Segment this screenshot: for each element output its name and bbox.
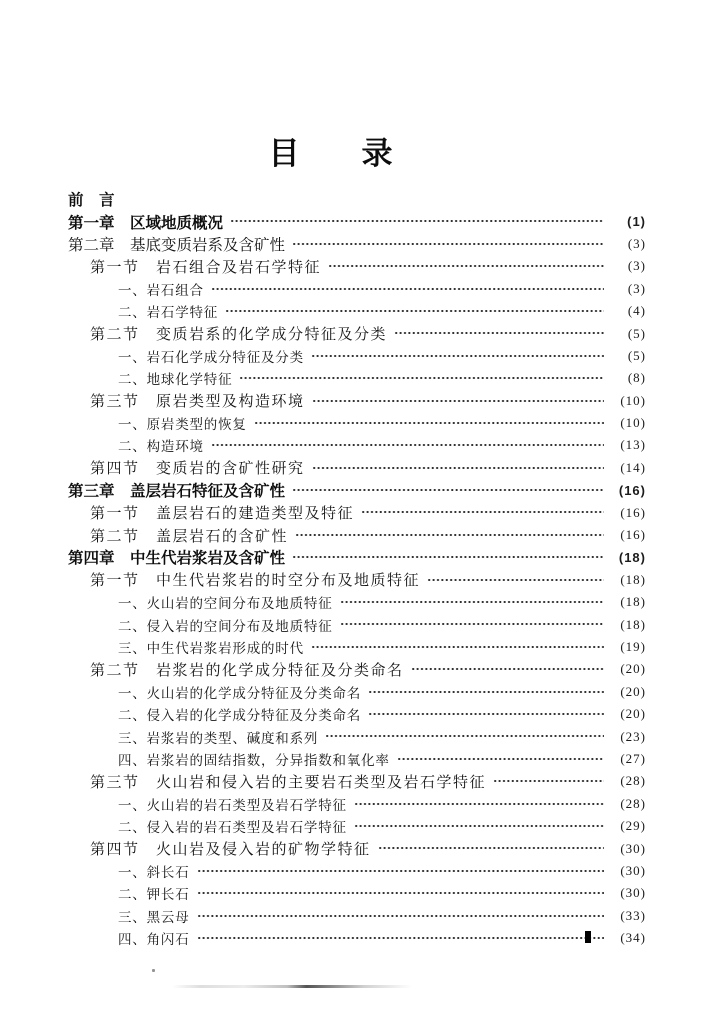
toc-entry-label: 第一节 岩石组合及岩石学特征 (90, 259, 322, 276)
toc-entry (68, 210, 646, 232)
toc-entry-label: 第二节 变质岩系的化学成分特征及分类 (90, 327, 388, 344)
toc-entry (68, 412, 646, 434)
dot-leader (340, 591, 605, 613)
dot-leader (311, 345, 604, 367)
toc-entry-page: (20) (620, 683, 646, 699)
toc-entry-label: 二、侵入岩的化学成分特征及分类命名 (118, 708, 362, 724)
toc-entry (68, 278, 646, 300)
toc-entry (68, 546, 646, 568)
toc-entry (68, 927, 646, 949)
dot-leader (312, 457, 604, 479)
dot-leader (354, 793, 604, 815)
toc-entry (68, 233, 646, 255)
toc-entry-page: (16) (620, 504, 646, 520)
page-title: 目 录 (268, 136, 393, 171)
toc-entry-page: (19) (620, 639, 646, 654)
toc-entry-page: (5) (627, 325, 646, 341)
toc-entry-page: (30) (620, 862, 646, 878)
dot-leader (394, 322, 604, 344)
toc-entry-label: 第三章 盖层岩石特征及含矿性 (68, 483, 286, 501)
toc-entry-page: (10) (620, 392, 646, 408)
toc-entry (68, 703, 646, 725)
dot-leader (325, 725, 604, 747)
toc-entry (68, 658, 646, 680)
toc-entry (68, 345, 646, 367)
toc-entry (68, 725, 646, 747)
toc-entry-page: (8) (627, 370, 646, 386)
toc-entry-page: (18) (620, 616, 646, 632)
toc-entry-label: 第二节 岩浆岩的化学成分特征及分类命名 (90, 662, 404, 679)
dot-leader (397, 748, 604, 770)
dot-leader (295, 524, 604, 546)
toc-entry-label: 二、钾长石 (118, 887, 190, 903)
toc-entry-page: (14) (620, 459, 646, 475)
toc-entry-label: 二、侵入岩的岩石类型及岩石学特征 (118, 820, 347, 836)
toc-entry-label: 一、斜长石 (118, 864, 190, 880)
toc-entry-page: (20) (620, 661, 646, 677)
toc-entry-label: 一、原岩类型的恢复 (118, 417, 247, 433)
dot-leader (493, 770, 604, 792)
toc-entry-label: 第三节 原岩类型及构造环境 (90, 394, 305, 411)
toc-entry-label: 三、黑云母 (118, 909, 190, 925)
dot-leader (197, 927, 605, 949)
toc-entry (68, 255, 646, 277)
toc-entry-page: (33) (620, 907, 646, 923)
dot-leader (230, 210, 604, 232)
scan-smudge (172, 985, 412, 988)
toc-entry-label: 三、岩浆岩的类型、碱度和系列 (118, 730, 319, 746)
toc-entry-label: 二、侵入岩的空间分布及地质特征 (118, 618, 333, 634)
toc-entry-page: (16) (618, 482, 646, 498)
toc-entry (68, 681, 646, 703)
toc-entry-page: (13) (620, 437, 646, 453)
toc-entry-label: 一、火山岩的岩石类型及岩石学特征 (118, 797, 347, 813)
toc-entry-label: 二、地球化学特征 (118, 372, 233, 388)
toc-entry-page: (10) (620, 415, 646, 431)
toc-entry-label: 第一章 区域地质概况 (68, 214, 224, 232)
toc-entry (68, 479, 646, 501)
dot-leader (311, 636, 604, 658)
dot-leader (328, 255, 604, 277)
toc-entry (68, 636, 646, 658)
toc-entry-label: 三、中生代岩浆岩形成的时代 (118, 641, 304, 656)
dot-leader (292, 479, 604, 501)
toc-entry (68, 367, 646, 389)
toc-entry-label: 二、岩石学特征 (118, 305, 219, 321)
toc-entry-label: 前 言 (68, 192, 115, 210)
dot-leader (211, 434, 604, 456)
toc-entry (68, 188, 646, 210)
toc-entry (68, 793, 646, 815)
dot-leader (197, 860, 605, 882)
dot-leader (427, 569, 604, 591)
toc-entry-page: (23) (620, 728, 646, 744)
dot-leader (225, 300, 604, 322)
toc-entry (68, 860, 646, 882)
toc-entry (68, 748, 646, 770)
toc-entry-label: 二、构造环境 (118, 439, 204, 455)
toc-entry-page: (27) (620, 750, 646, 766)
dot-leader (239, 367, 604, 389)
toc-entry-page: (28) (620, 773, 646, 789)
toc-entry (68, 457, 646, 479)
toc-entry-page: (5) (627, 347, 646, 363)
toc-entry-page: (1) (627, 214, 646, 230)
toc-entry-page: (3) (627, 235, 646, 251)
dot-leader (368, 703, 604, 725)
toc-entry-label: 四、岩浆岩的固结指数，分异指数和氧化率 (118, 752, 390, 768)
toc-entry-page: (28) (620, 795, 646, 811)
dot-leader (292, 233, 604, 255)
toc-entry-page: (29) (620, 818, 646, 834)
toc-entry (68, 815, 646, 837)
toc-entry-page: (30) (620, 840, 646, 856)
dot-leader (211, 278, 604, 300)
toc-entry-page: (30) (620, 885, 646, 901)
dot-leader (312, 390, 604, 412)
toc-entry (68, 300, 646, 322)
dot-leader (411, 658, 604, 680)
toc-entry-page: (18) (620, 594, 646, 610)
toc-entry (68, 434, 646, 456)
toc-entry (68, 569, 646, 591)
toc-entry-label: 第二节 盖层岩石的含矿性 (90, 528, 289, 545)
scan-ink-mark (585, 931, 591, 943)
toc-entry-label: 一、火山岩的化学成分特征及分类命名 (118, 685, 362, 701)
toc-entry-page: (18) (620, 571, 646, 587)
toc-entry-label: 一、岩石组合 (118, 282, 204, 298)
dot-leader (361, 501, 604, 523)
toc-entry-page: (20) (620, 706, 646, 722)
toc-list (68, 188, 646, 949)
toc-entry (68, 322, 646, 344)
toc-entry (68, 591, 646, 613)
toc-entry-label: 第二章 基底变质岩系及含矿性 (68, 236, 286, 254)
toc-entry-label: 第一节 盖层岩石的建造类型及特征 (90, 506, 355, 523)
toc-entry (68, 524, 646, 546)
toc-entry-label: 第三节 火山岩和侵入岩的主要岩石类型及岩石学特征 (90, 774, 487, 791)
toc-entry-label: 四、角闪石 (118, 932, 190, 948)
toc-entry-page: (18) (618, 549, 646, 565)
toc-entry-label: 第一节 中生代岩浆岩的时空分布及地质特征 (90, 573, 421, 590)
toc-entry-label: 一、火山岩的空间分布及地质特征 (118, 596, 333, 612)
dot-leader (340, 613, 605, 635)
toc-entry-label: 一、岩石化学成分特征及分类 (118, 349, 304, 365)
toc-entry-page: (34) (620, 930, 646, 946)
toc-entry-label: 第四节 变质岩的含矿性研究 (90, 461, 305, 478)
toc-entry-page: (3) (627, 258, 646, 274)
toc-entry (68, 837, 646, 859)
toc-entry (68, 390, 646, 412)
toc-entry-page: (3) (627, 280, 646, 296)
toc-entry (68, 905, 646, 927)
toc-entry (68, 501, 646, 523)
dot-leader (197, 905, 605, 927)
dot-leader (254, 412, 604, 434)
dot-leader (378, 837, 604, 859)
toc-entry-label: 第四章 中生代岩浆岩及含矿性 (68, 550, 286, 568)
toc-entry-page: (16) (620, 527, 646, 543)
dot-leader (368, 681, 604, 703)
toc-entry (68, 770, 646, 792)
toc-entry-page: (4) (627, 303, 646, 319)
scan-speck (152, 969, 155, 972)
dot-leader (122, 188, 642, 210)
toc-entry (68, 882, 646, 904)
dot-leader (197, 882, 605, 904)
dot-leader (292, 546, 604, 568)
toc-entry (68, 613, 646, 635)
dot-leader (354, 815, 604, 837)
toc-entry-label: 第四节 火山岩及侵入岩的矿物学特征 (90, 842, 371, 859)
